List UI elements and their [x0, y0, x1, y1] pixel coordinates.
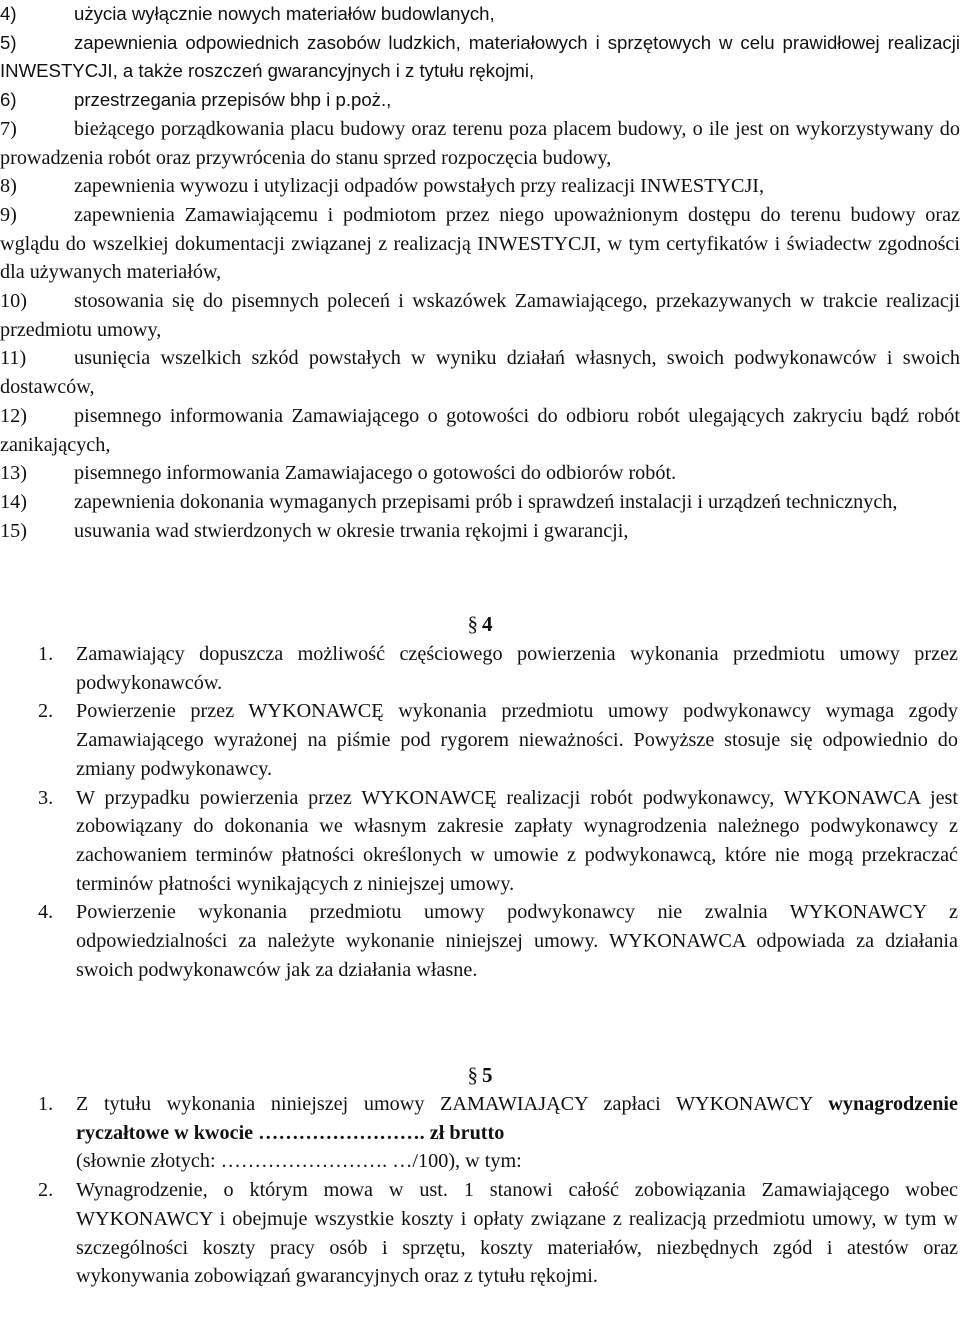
- list-item: [38, 1090, 958, 1176]
- item-text: bieżącego porządkowania placu budowy oraz terenu poza placem budowy, o ile jest on wykorzystywany do prowadzenia robót oraz przywrócenia do stanu sprzed rozpoczęcia budowy,: [0, 117, 960, 169]
- item-text: Zamawiający dopuszcza możliwość częściowego powierzenia wykonania przedmiotu umowy przez podwykonawców.: [76, 643, 958, 694]
- item-number: 11): [0, 347, 27, 370]
- obligation-item: [0, 0, 960, 29]
- section-sign-icon: §: [467, 1063, 478, 1087]
- section-number: 4: [482, 612, 493, 636]
- item-text: Z tytułu wykonania niniejszej umowy ZAMAWIAJĄCY zapłaci WYKONAWCY: [76, 1093, 813, 1115]
- section-5-list: [38, 1090, 958, 1291]
- section-heading-5: [0, 1063, 960, 1088]
- item-text: usunięcia wszelkich szkód powstałych w wyniku działań własnych, swoich podwykonawców i swoich dostawców,: [0, 347, 960, 399]
- item-text: pisemnego informowania Zamawiajacego o gotowości do odbiorów robót.: [74, 462, 677, 485]
- section-number: 5: [482, 1063, 493, 1087]
- item-number: 4): [0, 3, 17, 24]
- item-text: Powierzenie wykonania przedmiotu umowy podwykonawcy nie zwalnia WYKONAWCY z odpowiedzialności za należyte wykonanie niniejszej umowy. WYKONAWCA odpowiada za działania swoich podwykonawców jak za działania własne.: [76, 901, 958, 981]
- obligation-item: [0, 201, 960, 287]
- item-number: 6): [0, 89, 17, 111]
- item-number: 3.: [38, 786, 54, 809]
- item-number: 14): [0, 490, 27, 513]
- item-text: zapewnienia dokonania wymaganych przepisami prób i sprawdzeń instalacji i urządzeń technicznych,: [74, 490, 898, 513]
- obligation-item: [0, 29, 960, 86]
- section-heading-4: [0, 612, 960, 637]
- item-number: 1.: [38, 643, 54, 665]
- section-sign-icon: §: [467, 612, 478, 636]
- item-text: przestrzegania przepisów bhp i p.poż.,: [74, 89, 392, 111]
- amount-in-words: (słownie złotych: ……………………. …/100), w tym:: [76, 1150, 522, 1173]
- item-number: 13): [0, 462, 27, 485]
- obligation-item: [0, 488, 960, 517]
- item-number: 1.: [38, 1093, 54, 1115]
- item-text: zapewnienia odpowiednich zasobów ludzkich, materiałowych i sprzętowych w celu prawidłowej realizacji INWESTYCJI, a także roszczeń gwarancyjnych i z tytułu rękojmi,: [0, 31, 960, 82]
- obligation-item: [0, 172, 960, 201]
- item-text: stosowania się do pisemnych poleceń i wskazówek Zamawiającego, przekazywanych w trakcie realizacji przedmiotu umowy,: [0, 290, 960, 341]
- item-number: 15): [0, 519, 27, 542]
- item-number: 10): [0, 290, 27, 313]
- obligation-item: [0, 86, 960, 115]
- list-item: [38, 640, 958, 697]
- obligation-item: [0, 459, 960, 488]
- obligation-item: [0, 287, 960, 344]
- item-number: 7): [0, 117, 17, 140]
- item-text: zapewnienia wywozu i utylizacji odpadów powstałych przy realizacji INWESTYCJI,: [74, 175, 765, 198]
- list-item: [38, 784, 958, 899]
- item-number: 12): [0, 404, 27, 427]
- item-text: Wynagrodzenie, o którym mowa w ust. 1 stanowi całość zobowiązania Zamawiającego wobec WYKONAWCY i obejmuje wszystkie koszty i opłaty związane z realizacją przedmiotu umowy, w tym w szczególności koszty pracy osób i sprzętu, koszty materiałów, niezbędnych zgód i atestów oraz wykonywania zobowiązań gwarancyjnych oraz z tytułu rękojmi.: [76, 1179, 958, 1288]
- amount-text: wynagrodzenie ryczałtowe w kwocie ……………………. zł brutto: [76, 1093, 959, 1144]
- list-item: [38, 1176, 958, 1291]
- section-4-list: [38, 640, 958, 984]
- obligation-item: [0, 402, 960, 459]
- item-text: pisemnego informowania Zamawiającego o gotowości do odbioru robót ulegających zakryciu bądź robót zanikających,: [0, 404, 960, 456]
- list-item: [38, 697, 958, 783]
- item-number: 2.: [38, 700, 54, 723]
- item-number: 2.: [38, 1179, 54, 1202]
- obligations-list: [0, 0, 960, 545]
- item-number: 4.: [38, 901, 54, 924]
- item-text: Powierzenie przez WYKONAWCĘ wykonania przedmiotu umowy podwykonawcy wymaga zgody Zamawiającego wyrażonej na piśmie pod rygorem nieważności. Powyższe stosuje się odpowiednio do zmiany podwykonawcy.: [76, 700, 958, 780]
- obligation-item: [0, 517, 960, 546]
- item-number: 5): [0, 31, 17, 53]
- item-text: użycia wyłącznie nowych materiałów budowlanych,: [74, 3, 495, 24]
- item-number: 8): [0, 175, 17, 198]
- obligation-item: [0, 344, 960, 401]
- item-text: zapewnienia Zamawiającemu i podmiotom przez niego upoważnionym dostępu do terenu budowy oraz wglądu do wszelkiej dokumentacji związanej z realizacją INWESTYCJI, w tym certyfikatów i świadectw zgodności dla używanych materiałów,: [0, 203, 960, 284]
- item-text: W przypadku powierzenia przez WYKONAWCĘ realizacji robót podwykonawcy, WYKONAWCA jest zobowiązany do dokonania we własnym zakresie zapłaty wynagrodzenia należnego podwykonawcy z zachowaniem terminów płatności określonych w umowie z podwykonawcą, które nie mogą przekraczać terminów płatności wynikających z niniejszej umowy.: [76, 786, 958, 895]
- obligation-item: [0, 115, 960, 172]
- item-text: usuwania wad stwierdzonych w okresie trwania rękojmi i gwarancji,: [74, 519, 629, 542]
- item-number: 9): [0, 203, 17, 226]
- list-item: [38, 898, 958, 984]
